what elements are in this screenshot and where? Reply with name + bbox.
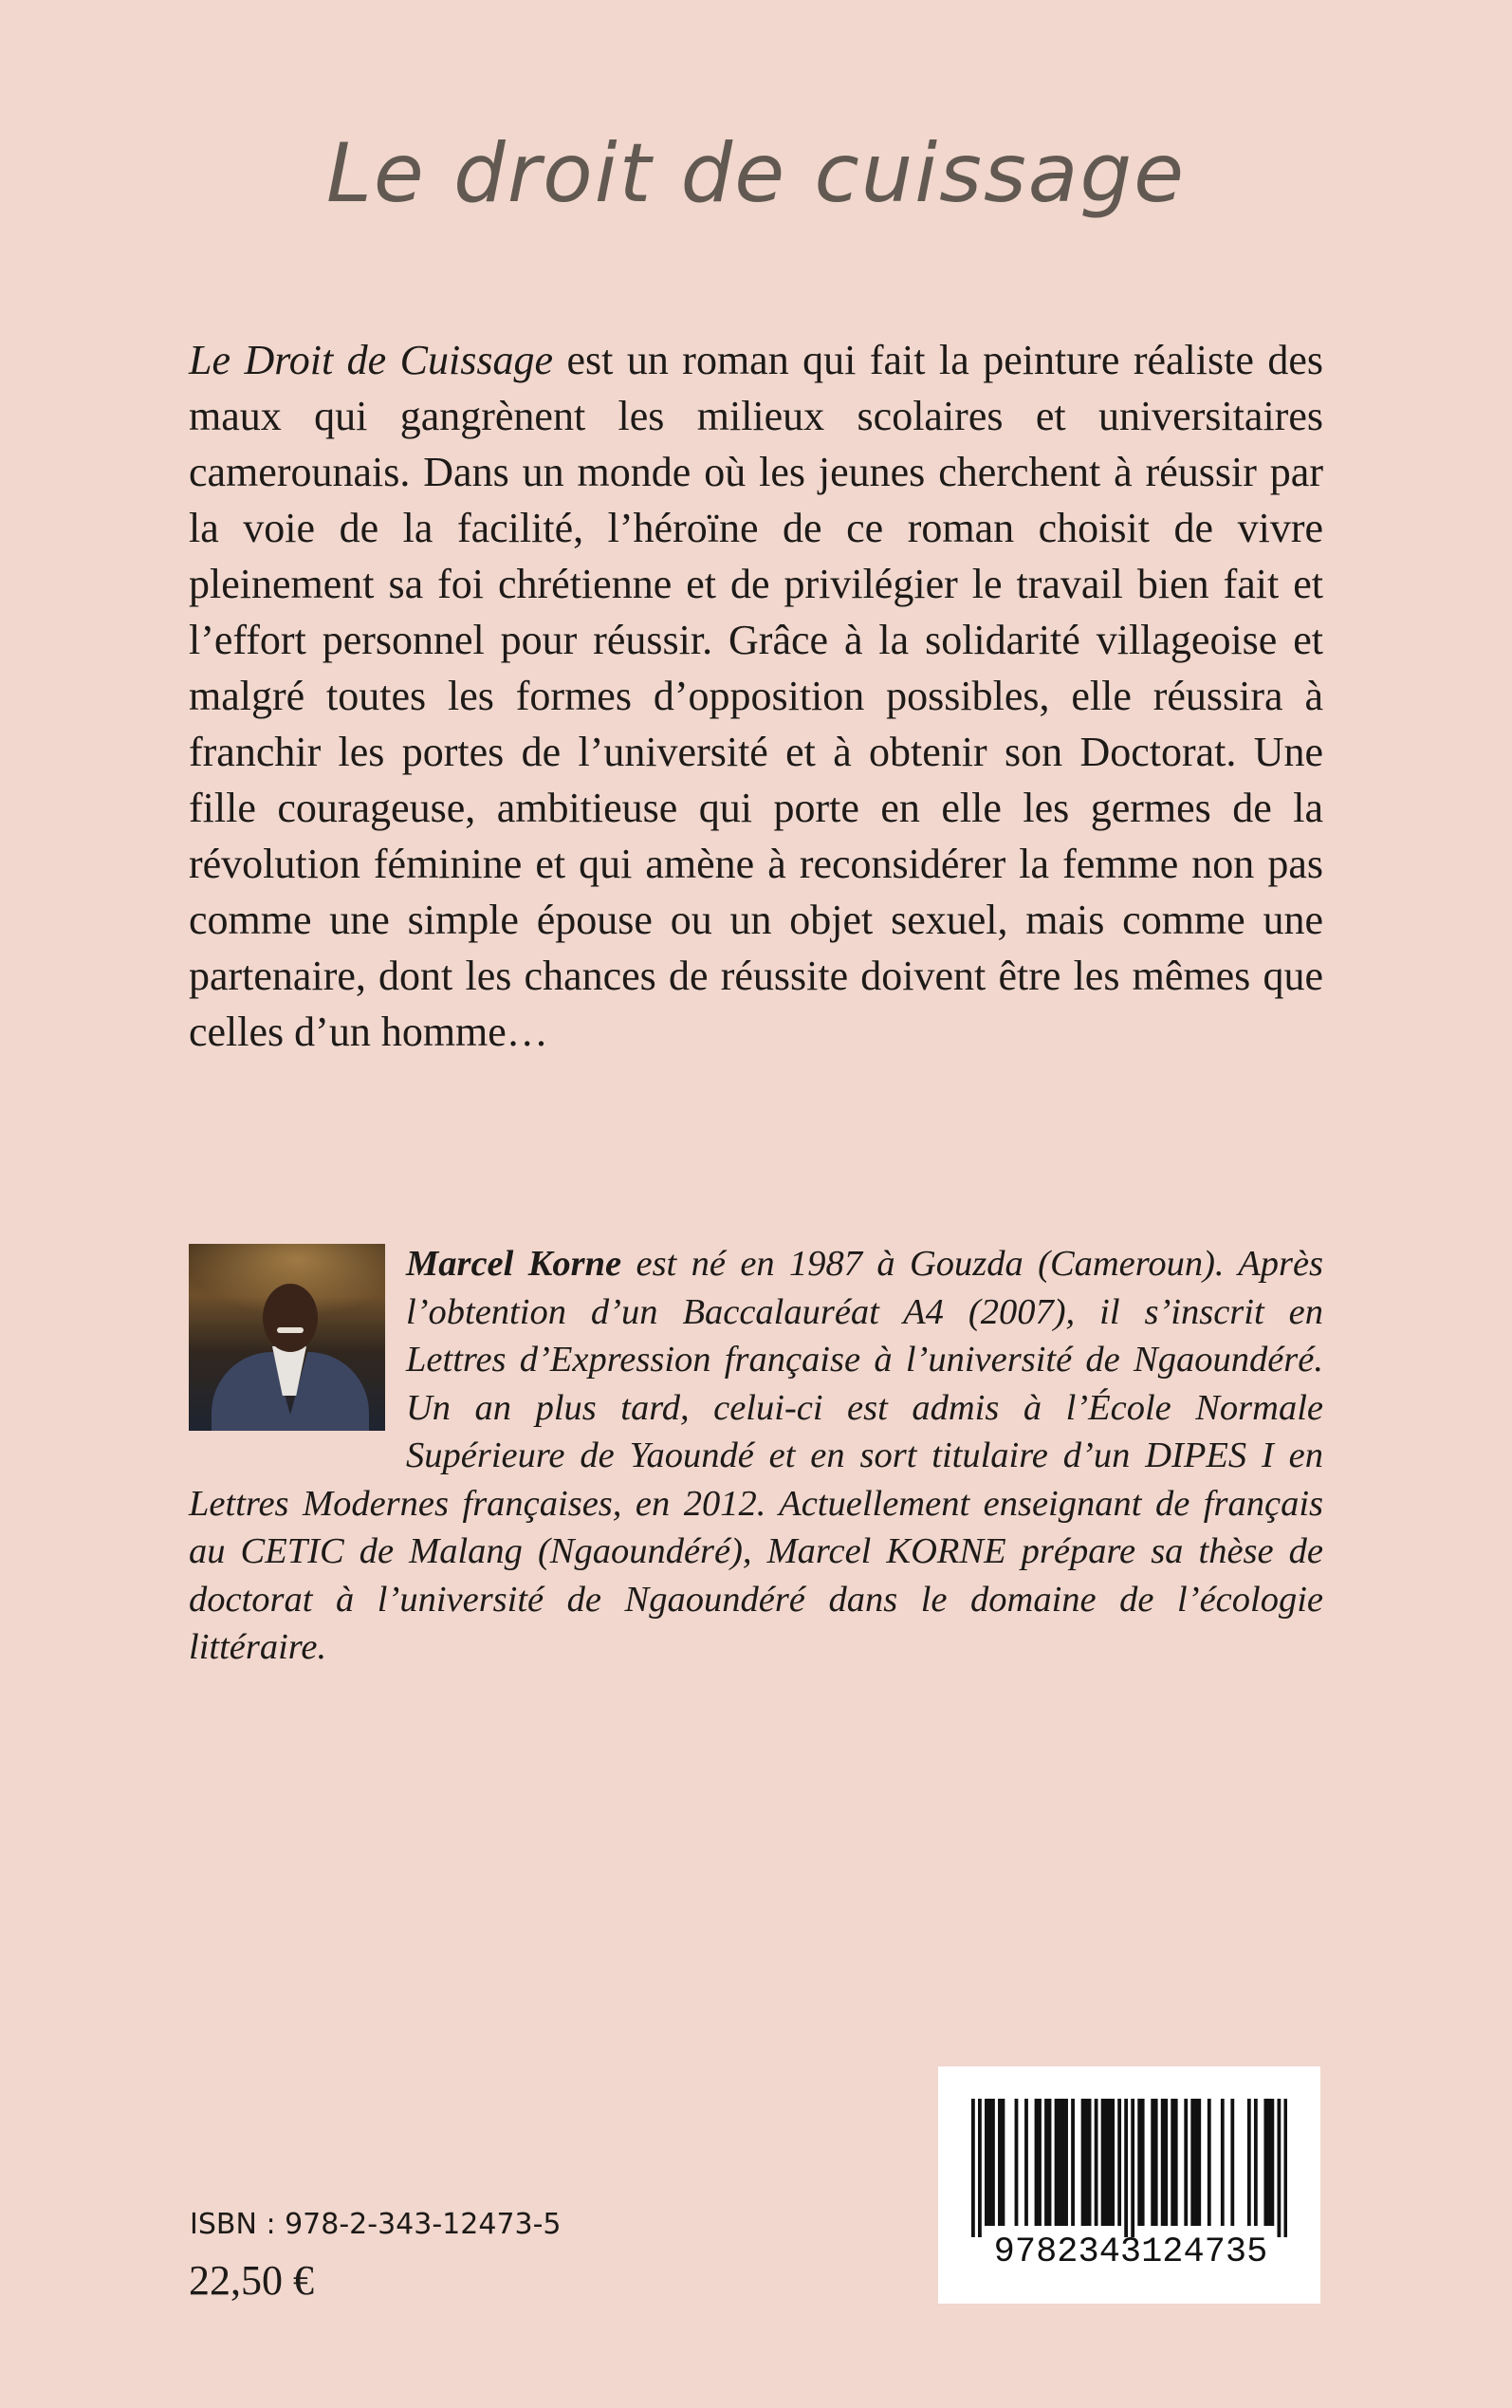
barcode-bar	[1108, 2099, 1112, 2226]
price: 22,50 €	[189, 2257, 314, 2304]
barcode-bar	[1208, 2099, 1211, 2226]
barcode-bar	[1101, 2099, 1105, 2226]
barcode-bar	[1055, 2099, 1059, 2226]
barcode-bar	[1270, 2099, 1274, 2226]
barcode-bar	[1161, 2099, 1165, 2226]
barcode-bar	[1015, 2099, 1019, 2226]
barcode-bar	[985, 2099, 988, 2226]
barcode-bar	[1024, 2099, 1028, 2226]
barcode-bar	[1263, 2099, 1267, 2226]
barcode-bar	[1095, 2099, 1098, 2226]
barcode-bar	[1154, 2099, 1158, 2226]
barcode-bar	[1141, 2099, 1145, 2226]
barcode-bar	[1174, 2099, 1178, 2226]
barcode-bar	[998, 2099, 1002, 2226]
barcode-bar	[971, 2099, 975, 2237]
barcode-bar	[1111, 2099, 1115, 2226]
synopsis	[189, 332, 1323, 1060]
barcode-bar	[1061, 2099, 1065, 2226]
barcode-bar	[1131, 2099, 1134, 2237]
book-title: Le droit de cuissage	[325, 126, 1186, 221]
isbn: ISBN : 978-2-343-12473-5	[190, 2208, 562, 2241]
barcode-bar	[1164, 2099, 1168, 2226]
barcode-bar	[1171, 2099, 1174, 2226]
barcode-bar	[1088, 2099, 1092, 2226]
barcode-bar	[1081, 2099, 1085, 2226]
barcode-bar	[1038, 2099, 1042, 2226]
barcode-bar	[978, 2099, 982, 2237]
barcode-bar	[1151, 2099, 1154, 2226]
barcode-bar	[1002, 2099, 1005, 2226]
barcode-bar	[1283, 2099, 1287, 2237]
barcode-bar	[988, 2099, 992, 2226]
barcode-digits: 9782343124735	[993, 2232, 1268, 2272]
barcode-bar	[1137, 2099, 1141, 2226]
barcode-bar	[991, 2099, 995, 2226]
author-name: Marcel Korne	[406, 1244, 622, 1284]
barcode-bar	[1230, 2099, 1234, 2226]
author-bio-text: est né en 1987 à Gouzda (Cameroun). Après l’obtention d’un Baccalauréat A4 (2007), il s’inscrit en Lettres d’Expression française à l’université de Ngaoundéré. Un an plus tard, celui-ci est admis à l’École Normale Supérieure de Yaoundé et en sort titulaire d’un DIPES I en Lettres Modernes françaises, en 2012. Actuellement enseignant de français au CETIC de Malang (Ngaoundéré), Marcel KORNE prépare sa thèse de doctorat à l’université de Ngaoundéré dans le domaine de l’écologie littéraire.	[189, 1244, 1324, 1667]
barcode-bar	[1044, 2099, 1048, 2226]
barcode-bar	[1184, 2099, 1188, 2226]
barcode-bar	[1084, 2099, 1088, 2226]
barcode-bar	[1117, 2099, 1121, 2226]
barcode-bar	[1104, 2099, 1108, 2226]
barcode-bar	[1221, 2099, 1225, 2226]
author-section	[189, 1240, 1323, 1672]
barcode-bar	[1254, 2099, 1258, 2226]
barcode-bars	[971, 2099, 1287, 2237]
barcode-bar	[1124, 2099, 1128, 2237]
barcode-bar	[1058, 2099, 1061, 2226]
author-photo	[189, 1244, 385, 1431]
synopsis-book-title: Le Droit de Cuissage	[189, 337, 554, 383]
barcode-bar	[1048, 2099, 1052, 2226]
barcode-bar	[1277, 2099, 1281, 2237]
barcode-bar	[1247, 2099, 1251, 2226]
barcode-bar	[1190, 2099, 1194, 2226]
synopsis-text: est un roman qui fait la peinture réaliste des maux qui gangrènent les milieux scolaires et universitaires camerounais. Dans un monde où les jeunes cherchent à réussir par la voie de la facilité, l’héroïne de ce roman choisit de vivre pleinement sa foi chrétienne et de privilégier le travail bien fait et l’effort personnel pour réussir. Grâce à la solidarité villageoise et malgré toutes les formes d’opposition possibles, elle réussira à franchir les portes de l’université et à obtenir son Doctorat. Une fille courageuse, ambitieuse qui porte en elle les germes de la révolution féminine et qui amène à reconsidérer la femme non pas comme une simple épouse ou un objet sexuel, mais comme une partenaire, dont les chances de réussite doivent être les mêmes que celles d’un homme…	[189, 337, 1323, 1055]
barcode-bar	[1071, 2099, 1075, 2226]
barcode	[938, 2066, 1320, 2304]
barcode-bar	[1064, 2099, 1068, 2226]
barcode-bar	[1035, 2099, 1039, 2226]
barcode-bar	[1194, 2099, 1198, 2226]
barcode-bar	[1267, 2099, 1271, 2226]
barcode-bar	[1197, 2099, 1201, 2226]
